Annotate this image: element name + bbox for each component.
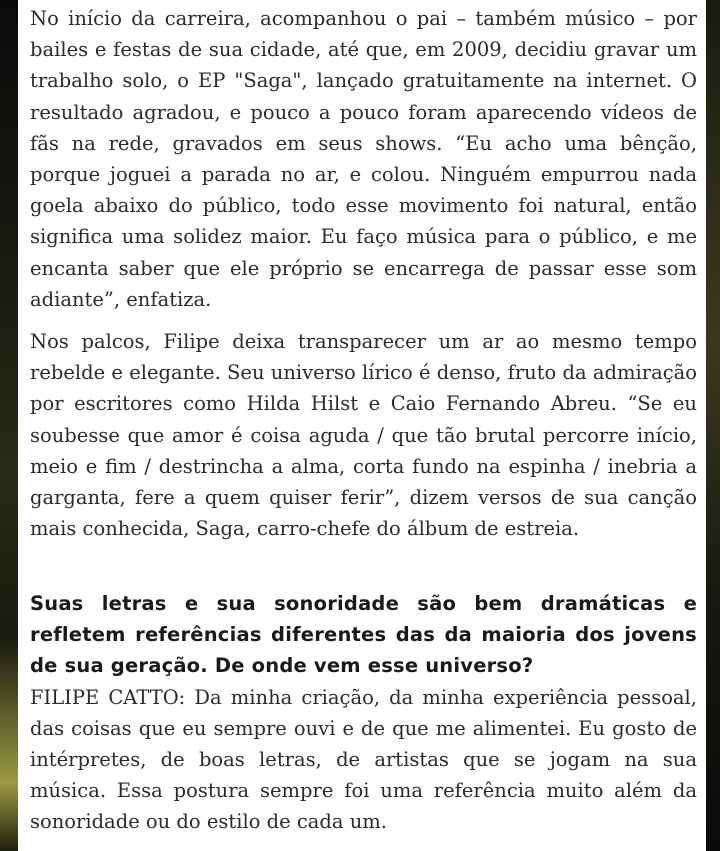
interview-question: Suas letras e sua sonoridade são bem dramáticas e refletem referências diferentes das da maioria dos jovens de sua geração. De onde vem esse universo?: [30, 592, 697, 678]
interview-block: [30, 588, 697, 838]
article-page: [18, 0, 706, 851]
paragraph-stage-presence: Nos palcos, Filipe deixa transparecer um ar ao mesmo tempo rebelde e elegante. Seu universo lírico é denso, fruto da admiração por escritores como Hilda Hilst e Caio Fernando Abreu. “Se eu soubesse que amor é coisa aguda / que tão brutal percorre início, meio e fim / destrincha a alma, corta fundo na espinha / inebria a garganta, fere a quem quiser ferir”, dizem versos de sua canção mais conhecida, Saga, carro-chefe do álbum de estreia.: [30, 330, 697, 541]
paragraph-career-start: No início da carreira, acompanhou o pai – também músico – por bailes e festas de sua cidade, até que, em 2009, decidiu gravar um trabalho solo, o EP "Saga", lançado gratuitamente na internet. O resultado agradou, e pouco a pouco foram aparecendo vídeos de fãs na rede, gravados em seus shows. “Eu acho uma bênção, porque joguei a parada no ar, e colou. Ninguém empurrou nada goela abaixo do público, todo esse movimento foi natural, então significa uma solidez maior. Eu faço música para o público, e me encanta saber que ele próprio se encarrega de passar esse som adiante”, enfatiza.: [30, 7, 697, 311]
background-right-edge: [706, 0, 720, 851]
interview-answer: FILIPE CATTO: Da minha criação, da minha experiência pessoal, das coisas que eu sempre ouvi e de que me alimentei. Eu gosto de intérpretes, de boas letras, de artistas que se jogam na sua música. Essa postura sempre foi uma referência muito além da sonoridade ou do estilo de cada um.: [30, 685, 697, 834]
